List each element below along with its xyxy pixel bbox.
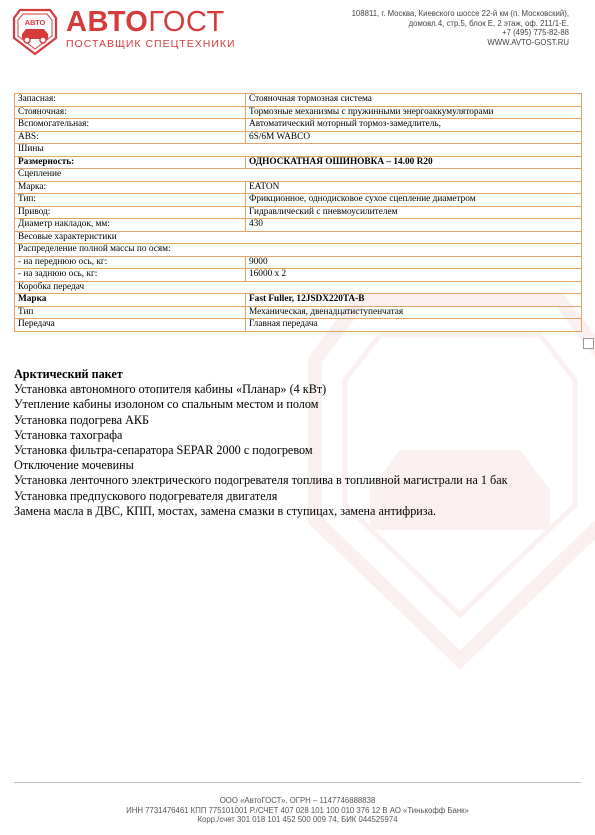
contact-address-line-2: домовл.4, стр.5, блок Е, 2 этаж, оф. 211/1-Е. [408, 18, 569, 28]
table-cell-value [246, 269, 582, 282]
table-cell-value [246, 206, 582, 219]
table-cell-value [246, 194, 582, 207]
table-cell-parameter: Марка: [15, 181, 246, 194]
table-cell-value-text: Автоматический моторный тормоз-замедлитель, [249, 119, 441, 130]
logo-light-part: ГОСТ [148, 6, 225, 38]
company-requisites-footer [0, 796, 595, 825]
table-row [15, 306, 582, 319]
table-cell-value [246, 106, 582, 119]
list-item: Установка тахографа [14, 427, 123, 442]
table-row [15, 219, 582, 232]
table-cell-value-text: Механическая, двенадцатиступенчатая [249, 306, 404, 317]
table-cell-parameter: Тип [15, 306, 246, 319]
table-cell-value [246, 181, 582, 194]
table-section-heading: Весовые характеристики [15, 231, 582, 244]
table-row [15, 194, 582, 207]
table-cell-value-text: 6S/6M WABCO [249, 131, 311, 142]
table-row [15, 156, 582, 169]
list-item: Отключение мочевины [14, 458, 134, 473]
table-cell-value-text: 9000 [249, 256, 268, 267]
company-contacts [279, 9, 569, 47]
footer-line-correspondent: Корр./счет 301 018 101 452 500 009 74, БИК 044525974 [197, 815, 398, 824]
table-cell-value [246, 94, 582, 107]
table-cell-value [246, 119, 582, 132]
list-item: Установка подогрева АКБ [14, 412, 150, 427]
table-cell-value [246, 131, 582, 144]
table-cell-value-text: 16000 х 2 [249, 269, 287, 280]
table-cell-value-text: Тормозные механизмы с пружинными энергоаккумуляторами [249, 106, 494, 117]
table-cell-value-text: 430 [249, 219, 263, 230]
table-row [15, 269, 582, 282]
footer-line-company: ООО «АвтоГОСТ». ОГРН – 1147746888838 [219, 796, 376, 805]
specifications-table [14, 93, 582, 332]
table-cell-value-text: Fast Fuller, 12JSDX220TA-B [249, 294, 365, 305]
table-cell-value-text: Главная передача [249, 319, 318, 330]
table-section-heading: Коробка передач [15, 281, 582, 294]
table-cell-parameter: ABS: [15, 131, 246, 144]
table-cell-value [246, 306, 582, 319]
table-row [15, 169, 582, 182]
table-section-heading: Шины [15, 144, 582, 157]
table-row [15, 181, 582, 194]
table-cell-value-text: Гидравлический с пневмоусилителем [249, 206, 398, 217]
list-item: Утепление кабины изолоном со спальным местом и полом [14, 397, 319, 412]
table-cell-parameter: Привод: [15, 206, 246, 219]
letterhead [0, 0, 595, 70]
arctic-package-title: Арктический пакет [14, 367, 123, 381]
table-row [15, 144, 582, 157]
company-logo-wordmark [66, 6, 225, 38]
table-cell-value [246, 294, 582, 307]
table-cell-parameter: - на заднюю ось, кг: [15, 269, 246, 282]
table-cell-parameter: Запасная: [15, 94, 246, 107]
table-row [15, 244, 582, 257]
table-cell-parameter: Вспомогательная: [15, 119, 246, 132]
table-row [15, 94, 582, 107]
logo-bold-part: АВТО [66, 6, 149, 38]
table-cell-parameter: Диаметр накладок, мм: [15, 219, 246, 232]
contact-website: WWW.AVTO-GOST.RU [487, 37, 569, 47]
layout-marker-box [583, 338, 594, 349]
table-cell-parameter: Стояночная: [15, 106, 246, 119]
table-row [15, 319, 582, 332]
table-cell-parameter: Передача [15, 319, 246, 332]
table-row [15, 206, 582, 219]
company-tagline: ПОСТАВЩИК СПЕЦТЕХНИКИ [66, 38, 236, 50]
list-item: Установка автономного отопителя кабины «Планар» (4 кВт) [14, 382, 327, 397]
list-item: Замена масла в ДВС, КПП, мостах, замена смазки в ступицах, замена антифриза. [14, 503, 437, 518]
table-cell-value-text: EATON [249, 181, 280, 192]
table-cell-parameter: Размерность: [15, 156, 246, 169]
table-cell-value-text: Фрикционное, однодисковое сухое сцепление диаметром [249, 194, 476, 205]
arctic-package-list [14, 382, 584, 519]
list-item: Установка предпускового подогревателя двигателя [14, 488, 278, 503]
table-row [15, 231, 582, 244]
table-cell-value [246, 256, 582, 269]
table-cell-value [246, 219, 582, 232]
table-cell-value-text: Стояночная тормозная система [249, 94, 372, 105]
table-row [15, 294, 582, 307]
list-item: Установка ленточного электрического подогревателя топлива в топливной магистрали на 1 бак [14, 473, 508, 488]
list-item: Установка фильтра-сепаратора SEPAR 2000 с подогревом [14, 443, 313, 458]
table-section-heading: Распределение полной массы по осям: [15, 244, 582, 257]
company-emblem-icon [12, 8, 58, 56]
table-row [15, 131, 582, 144]
arctic-package-section [14, 367, 584, 519]
footer-divider [14, 782, 581, 783]
table-row [15, 106, 582, 119]
table-cell-value-text: ОДНОСКАТНАЯ ОШИНОВКА – 14.00 R20 [249, 156, 433, 167]
emblem-text: АВТО [24, 18, 46, 27]
footer-line-bank: ИНН 7731476461 КПП 775101001 Р./СЧЕТ 407 028 101 100 010 376 12 В АО «Тинькофф Банк» [126, 805, 469, 815]
table-cell-parameter: Марка [15, 294, 246, 307]
table-cell-value [246, 156, 582, 169]
table-row [15, 256, 582, 269]
table-cell-value [246, 319, 582, 332]
contact-phone: +7 (495) 775-82-88 [502, 28, 569, 38]
table-cell-parameter: - на переднюю ось, кг: [15, 256, 246, 269]
contact-address-line-1: 108811, г. Москва, Киевского шоссе 22-й км (п. Московский), [351, 9, 569, 18]
table-row [15, 281, 582, 294]
table-section-heading: Сцепление [15, 169, 582, 182]
table-cell-parameter: Тип: [15, 194, 246, 207]
table-row [15, 119, 582, 132]
